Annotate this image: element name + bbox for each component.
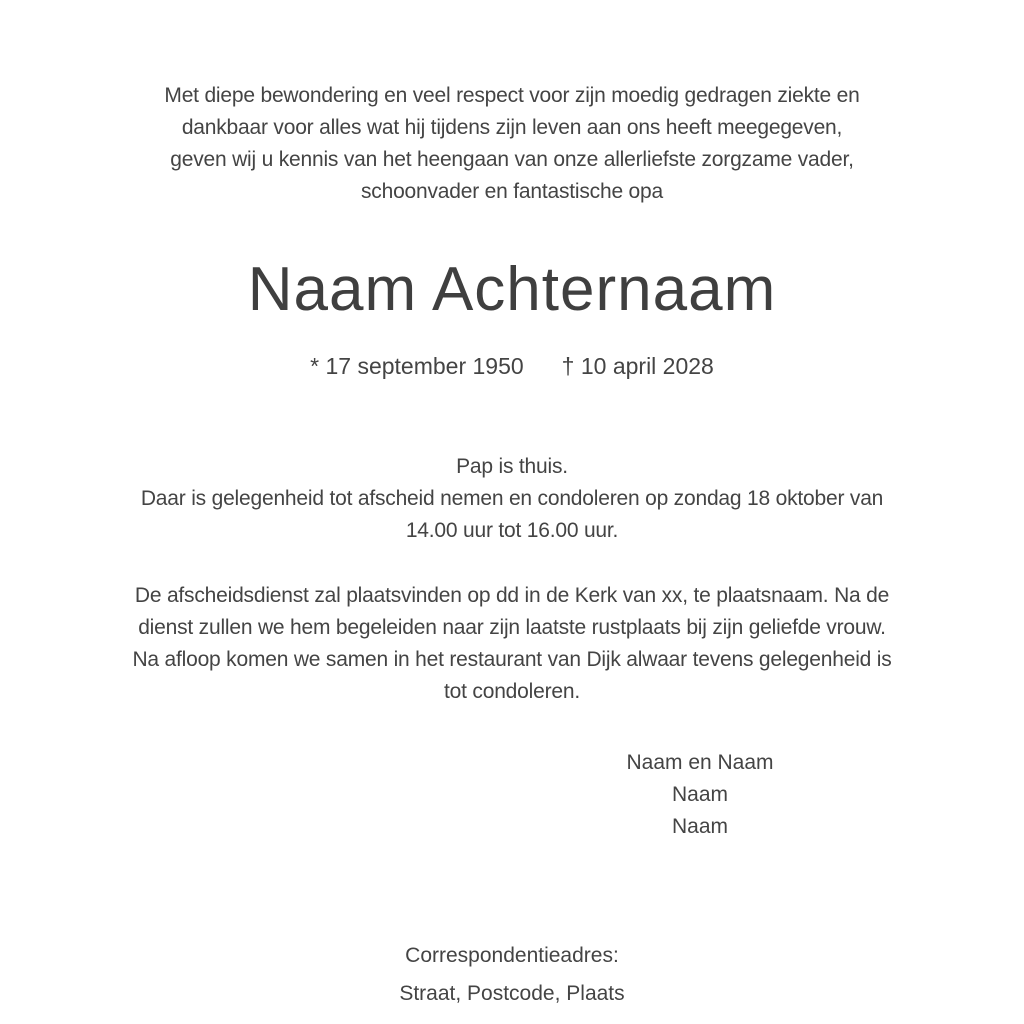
- correspondence-address: [0, 937, 1024, 1013]
- signatory: Naam en Naam: [626, 751, 774, 774]
- intro-text: [0, 80, 1024, 208]
- visitation-line: Daar is gelegenheid tot afscheid nemen en condoleren op zondag 18 oktober van: [140, 487, 884, 510]
- correspondence-label: Correspondentieadres:: [405, 944, 619, 967]
- service-line: dienst zullen we hem begeleiden naar zijn laatste rustplaats bij zijn geliefde vrouw.: [138, 616, 886, 639]
- service-line: Na afloop komen we samen in het restaurant van Dijk alwaar tevens gelegenheid is: [132, 648, 892, 671]
- intro-line: dankbaar voor alles wat hij tijdens zijn leven aan ons heeft meegegeven,: [181, 116, 843, 139]
- service-text: [0, 580, 1024, 708]
- service-line: tot condoleren.: [444, 680, 580, 703]
- deceased-name: Naam Achternaam: [247, 255, 777, 324]
- death-date: † 10 april 2028: [561, 353, 714, 379]
- birth-date: * 17 september 1950: [310, 353, 524, 379]
- signatory: Naam: [671, 815, 729, 838]
- correspondence-inner: [399, 937, 624, 1013]
- correspondence-address-line: Straat, Postcode, Plaats: [399, 982, 625, 1005]
- signatories: [560, 747, 840, 843]
- life-dates: [0, 350, 1024, 382]
- visitation-line: 14.00 uur tot 16.00 uur.: [405, 519, 619, 542]
- signatory: Naam: [671, 783, 729, 806]
- visitation-text: [0, 451, 1024, 547]
- intro-line: geven wij u kennis van het heengaan van onze allerliefste zorgzame vader,: [170, 148, 854, 171]
- visitation-line: Pap is thuis.: [456, 455, 568, 478]
- intro-line: schoonvader en fantastische opa: [360, 180, 663, 203]
- intro-line: Met diepe bewondering en veel respect voor zijn moedig gedragen ziekte en: [164, 84, 860, 107]
- service-line: De afscheidsdienst zal plaatsvinden op dd in de Kerk van xx, te plaatsnaam. Na de: [134, 584, 890, 607]
